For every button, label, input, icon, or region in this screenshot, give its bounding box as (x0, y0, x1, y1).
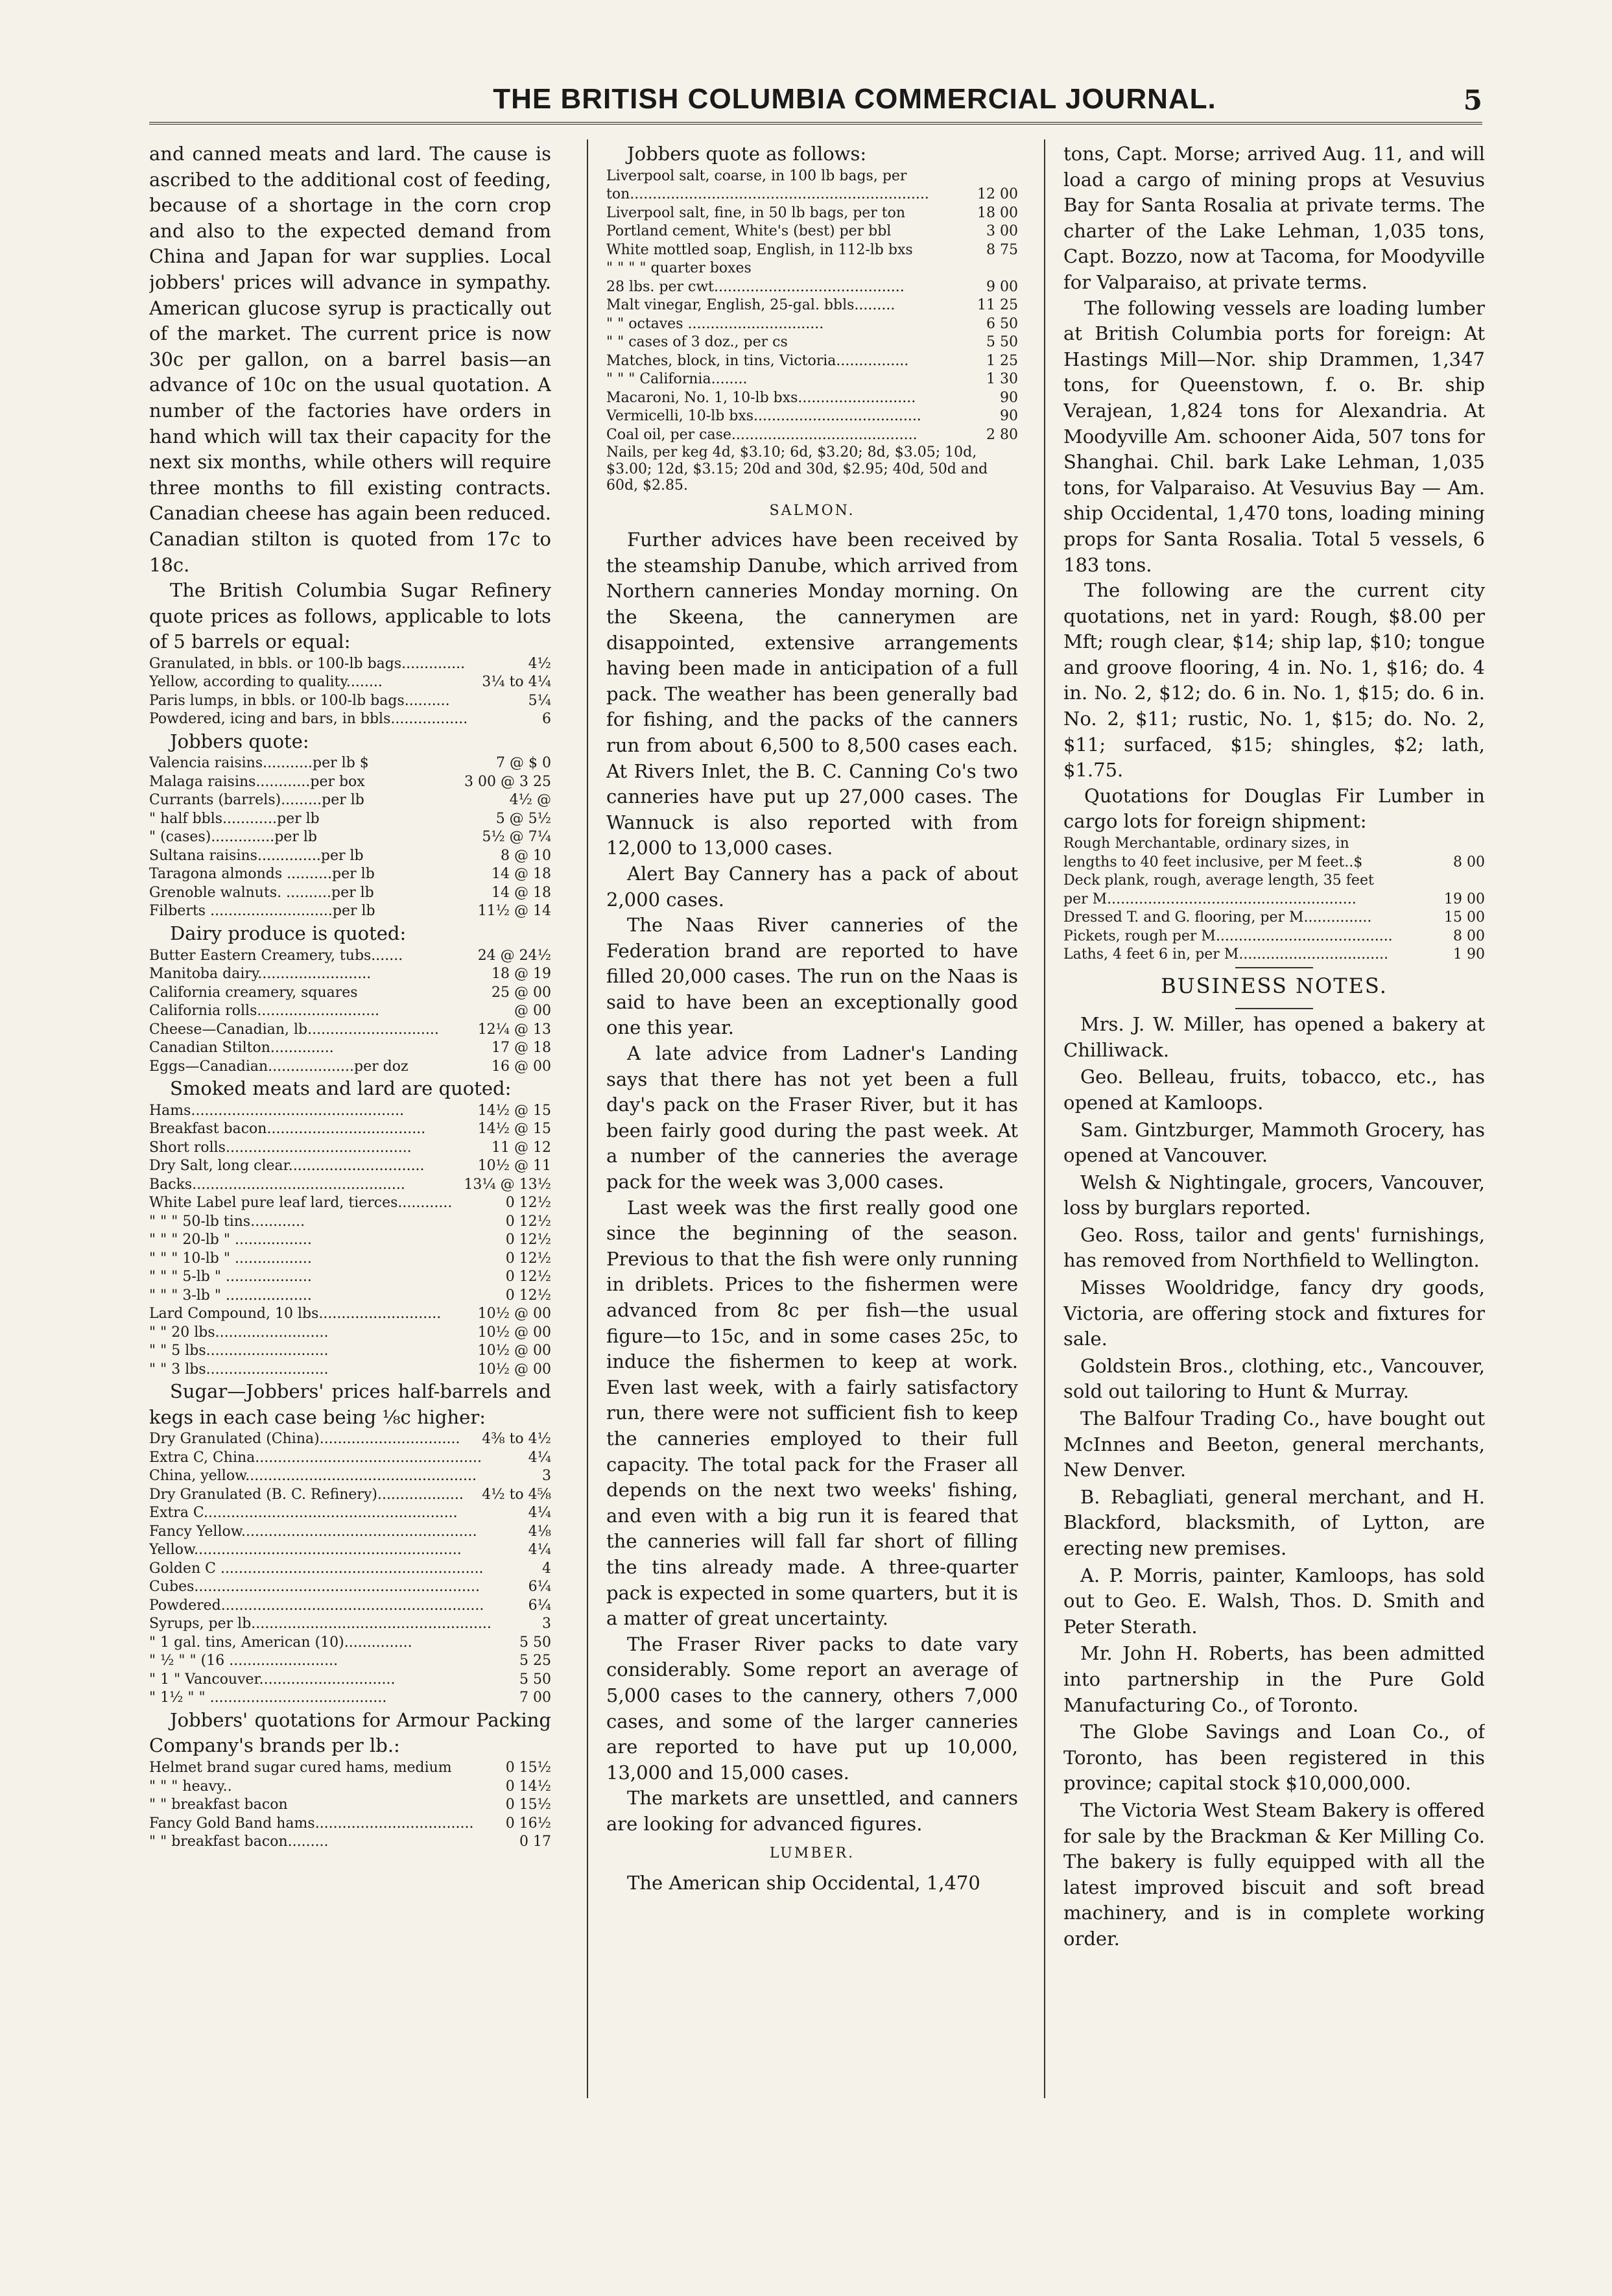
price-row (606, 315, 1018, 334)
price-row (606, 185, 1018, 204)
business-note: Misses Wooldridge, fancy dry goods, Victoria, are offering stock and fixtures for sale. (1063, 1276, 1485, 1350)
price-item-label: Macaroni, No. 1, 10-lb bxs.......................... (606, 389, 916, 406)
price-item-label: " 1 gal. tins, American (10)............... (149, 1634, 412, 1651)
business-note: Mr. John H. Roberts, has been admitted into partnership in the Pure Gold Manufacturing Co., of Toronto. (1063, 1642, 1485, 1716)
price-row (149, 828, 551, 847)
price-item-value: 9 00 (986, 278, 1018, 295)
price-item-value: 8 00 (1453, 927, 1485, 944)
price-row (1063, 909, 1485, 927)
page-number: 5 (1463, 84, 1482, 116)
price-row (149, 692, 551, 711)
price-row (1063, 891, 1485, 909)
paragraph: The British Columbia Sugar Refinery quote prices as follows, applicable to lots of 5 barrels or equal: (149, 579, 551, 653)
price-item-label: Butter Eastern Creamery, tubs....... (149, 947, 403, 964)
journal-title: THE BRITISH COLUMBIA COMMERCIAL JOURNAL. (493, 83, 1216, 115)
price-row (1063, 946, 1485, 964)
paragraph: Jobbers quote: (170, 730, 309, 752)
price-item-value: 11 25 (977, 297, 1018, 314)
price-item-value: 14½ @ 15 (477, 1102, 551, 1119)
price-row (606, 370, 1018, 389)
price-item-label: California rolls........................... (149, 1003, 380, 1020)
price-row (149, 1231, 551, 1250)
price-item-value: 4 (542, 1560, 551, 1577)
price-item-label: Manitoba dairy......................... (149, 966, 372, 983)
price-item-value: 14½ @ 15 (477, 1121, 551, 1138)
price-list-armour (149, 1759, 551, 1852)
price-row (606, 278, 1018, 297)
price-row (149, 1324, 551, 1343)
price-item-label: " " " 5-lb " ................... (149, 1269, 312, 1286)
price-item-label: Liverpool salt, fine, in 50 lb bags, per ton (606, 204, 906, 221)
price-list-jobbers (606, 167, 1018, 445)
price-item-label: White mottled soap, English, in 112-lb bxs (606, 241, 913, 258)
price-row (149, 965, 551, 984)
price-item-label: per M....................................................... (1063, 891, 1357, 907)
column-divider (1044, 139, 1045, 2098)
price-row (149, 1430, 551, 1449)
price-item-label: Grenoble walnuts. ..........per lb (149, 884, 374, 901)
price-list-fruits (149, 754, 551, 921)
business-note: The Balfour Trading Co., have bought out McInnes and Beeton, general merchants, New Denver. (1063, 1407, 1485, 1481)
price-item-label: Powdered, icing and bars, in bbls................. (149, 711, 468, 728)
price-item-label: " ½ " " (16 ........................ (149, 1653, 338, 1669)
price-item-label: Granulated, in bbls. or 100-lb bags.............. (149, 655, 466, 672)
price-item-value: 5½ @ 7¼ (482, 829, 551, 846)
price-item-value: 8 @ 10 (501, 847, 551, 864)
price-row (149, 773, 551, 792)
price-item-label: California creamery, squares (149, 984, 358, 1001)
price-row (149, 1541, 551, 1560)
price-item-value: 4½ to 4⅝ (482, 1486, 551, 1503)
price-item-label: Matches, block, in tins, Victoria................ (606, 352, 909, 369)
price-row (606, 204, 1018, 223)
price-item-value: 6 50 (986, 315, 1018, 332)
price-item-value: 6 (542, 711, 551, 728)
price-item-label: Cubes............................................................... (149, 1579, 480, 1596)
price-row (606, 426, 1018, 445)
price-item-value: 3 00 @ 3 25 (464, 773, 551, 790)
price-row (149, 1120, 551, 1139)
price-item-value: 19 00 (1444, 891, 1485, 907)
price-item-label: Malt vinegar, English, 25-gal. bbls......... (606, 297, 895, 314)
paragraph: The following are the current city quotations, net in yard: Rough, $8.00 per Mft; rough clear, $14; ship lap, $10; tongue and groove flooring, 4 in. No. 1, $16; do. 4 in. No. 2, $12; do. 6 in. No. 1, $15; do. 6 in. No. 2, $11; rustic, No. 1, $15; do. No. 2, $11; surfaced, $15; shingles, $2; lath, $1.75. (1063, 579, 1485, 782)
price-item-value: 90 (1000, 408, 1018, 425)
price-item-value: 3¼ to 4¼ (482, 674, 551, 691)
price-list-dairy (149, 947, 551, 1077)
price-item-value: 14 @ 18 (492, 884, 551, 901)
price-row (1063, 835, 1485, 854)
price-item-value: 18 00 (977, 204, 1018, 221)
price-item-value: 0 12½ (505, 1287, 551, 1304)
price-item-label: Dry Granulated (B. C. Refinery)................... (149, 1486, 464, 1503)
price-row (149, 1615, 551, 1634)
price-item-label: Lard Compound, 10 lbs........................... (149, 1306, 442, 1322)
price-row (149, 1467, 551, 1486)
price-item-value: 0 15½ (505, 1760, 551, 1776)
price-row (606, 352, 1018, 371)
price-item-value: 4½ (528, 655, 551, 672)
price-row (149, 1058, 551, 1077)
price-item-value: 4⅜ to 4½ (482, 1431, 551, 1448)
price-list-sugar-refinery (149, 655, 551, 729)
price-item-label: " " " 10-lb " ................. (149, 1250, 312, 1267)
price-item-label: Liverpool salt, coarse, in 100 lb bags, per (606, 167, 907, 184)
price-item-label: Laths, 4 feet 6 in, per M................................. (1063, 946, 1389, 963)
price-row (606, 407, 1018, 426)
price-item-label: Golden C .......................................................... (149, 1560, 484, 1577)
price-item-label: Filberts ...........................per lb (149, 903, 375, 920)
price-item-label: Sultana raisins..............per lb (149, 847, 364, 864)
price-item-value: 18 @ 19 (492, 966, 551, 983)
price-row (149, 1560, 551, 1579)
price-item-value: 4½ @ (509, 792, 551, 809)
price-item-value: 5 50 (986, 334, 1018, 351)
price-row (149, 1759, 551, 1778)
price-item-label: Coal oil, per case......................................... (606, 426, 918, 443)
price-row (149, 1449, 551, 1468)
price-item-label: Dry Granulated (China)............................... (149, 1431, 460, 1448)
business-notes-list (1063, 1012, 1485, 1952)
price-row (149, 1634, 551, 1653)
price-item-value: 25 @ 00 (492, 984, 551, 1001)
paragraph: Alert Bay Cannery has a pack of about 2,000 cases. (606, 862, 1018, 911)
paragraph: and canned meats and lard. The cause is ascribed to the additional cost of feeding, because of a shortage in the corn crop and also to the expected demand from China and Japan for war supplies. Local jobbers' prices will advance in sympathy. American glucose syrup is practically out of the market. The current price is now 30c per gallon, on a barrel basis—an advance of 10c on the usual quotation. A number of the factories have orders in hand which will tax their capacity for the next six months, while others will require three months to fill existing contracts. Canadian cheese has again been reduced. Canadian stilton is quoted from 17c to 18c. (149, 143, 551, 576)
price-item-label: Dry Salt, long clear.............................. (149, 1158, 425, 1175)
masthead-rule (149, 122, 1482, 125)
price-item-value: 17 @ 18 (492, 1040, 551, 1057)
price-row (149, 1102, 551, 1121)
price-row (149, 847, 551, 866)
price-item-label: Yellow, according to quality........ (149, 674, 383, 691)
price-item-label: Eggs—Canadian...................per doz (149, 1058, 409, 1075)
price-row (149, 1287, 551, 1306)
price-item-value: 10½ @ 00 (477, 1361, 551, 1378)
price-item-value: 7 00 (519, 1690, 551, 1706)
price-item-label: Malaga raisins............per box (149, 773, 365, 790)
price-list-meats (149, 1102, 551, 1380)
price-item-label: " half bbls............per lb (149, 810, 320, 827)
business-note: The Victoria West Steam Bakery is offered for sale by the Brackman & Ker Milling Co. The bakery is fully equipped with all the latest improved biscuit and soft bread machinery, and is in complete working order. (1063, 1799, 1485, 1950)
price-row (149, 1021, 551, 1040)
section-heading-business-notes: BUSINESS NOTES. (1161, 973, 1388, 998)
price-item-label: Breakfast bacon................................... (149, 1121, 426, 1138)
price-row (149, 710, 551, 729)
paragraph: Jobbers' quotations for Armour Packing Company's brands per lb.: (149, 1708, 551, 1757)
price-row (606, 167, 1018, 186)
price-row (149, 1194, 551, 1213)
price-row (606, 241, 1018, 260)
price-row (149, 1268, 551, 1287)
price-item-value: 10½ @ 00 (477, 1306, 551, 1322)
price-item-label: White Label pure leaf lard, tierces............ (149, 1195, 453, 1212)
price-item-value: 14 @ 18 (492, 866, 551, 883)
price-row (606, 333, 1018, 352)
price-row (149, 673, 551, 692)
price-row (1063, 927, 1485, 946)
paragraph: Sugar—Jobbers' prices half-barrels and kegs in each case being ⅛c higher: (149, 1380, 551, 1428)
price-item-value: 4¼ (528, 1505, 551, 1522)
price-item-label: " " breakfast bacon (149, 1797, 288, 1813)
price-row (149, 1597, 551, 1616)
price-item-label: ton.................................................................. (606, 186, 929, 203)
price-item-value: 6¼ (528, 1579, 551, 1596)
price-row (149, 1815, 551, 1834)
price-item-value: 0 12½ (505, 1232, 551, 1249)
price-item-value: 2 80 (986, 426, 1018, 443)
price-item-value: 10½ @ 00 (477, 1343, 551, 1359)
price-row (149, 1796, 551, 1815)
price-row (1063, 872, 1485, 891)
price-row (149, 1504, 551, 1523)
price-item-value: 5¼ (528, 692, 551, 709)
price-row (149, 1002, 551, 1021)
price-row (149, 1139, 551, 1158)
price-item-value: @ 00 (514, 1003, 551, 1020)
price-item-label: Valencia raisins...........per lb $ (149, 755, 369, 772)
price-list-douglas-fir (1063, 835, 1485, 964)
price-item-value: 0 12½ (505, 1213, 551, 1230)
section-heading-salmon: SALMON. (769, 502, 855, 519)
price-item-value: 12¼ @ 13 (477, 1021, 551, 1038)
price-row (149, 884, 551, 903)
column-divider (587, 139, 588, 2098)
price-item-label: " " " California........ (606, 371, 748, 388)
section-heading-lumber: LUMBER. (769, 1845, 855, 1862)
paragraph: The markets are unsettled, and canners are looking for advanced figures. (606, 1787, 1018, 1835)
price-item-label: " " 5 lbs........................... (149, 1343, 329, 1359)
paragraph: Smoked meats and lard are quoted: (170, 1077, 512, 1100)
price-row (149, 984, 551, 1003)
price-item-value: 11½ @ 14 (477, 903, 551, 920)
business-note: The Globe Savings and Loan Co., of Toronto, has been registered in this province; capital stock $10,000,000. (1063, 1721, 1485, 1795)
price-row (149, 1361, 551, 1380)
price-item-value: 10½ @ 11 (477, 1158, 551, 1175)
price-item-label: Rough Merchantable, ordinary sizes, in (1063, 835, 1349, 852)
price-item-label: Fancy Gold Band hams................................... (149, 1815, 474, 1832)
price-item-label: Short rolls......................................... (149, 1139, 412, 1156)
price-row (149, 1213, 551, 1232)
business-note: Geo. Belleau, fruits, tobacco, etc., has opened at Kamloops. (1063, 1066, 1485, 1114)
price-item-value: 0 15½ (505, 1797, 551, 1813)
paragraph: Jobbers quote as follows: (627, 143, 867, 165)
paragraph: A late advice from Ladner's Landing says that there has not yet been a full day's pack on the Fraser River, but it has been fairly good during the past week. At a number of the canneries the average pack for the week was 3,000 cases. (606, 1042, 1018, 1193)
price-item-value: 13¼ @ 13½ (464, 1176, 551, 1193)
price-item-label: Powdered.......................................................... (149, 1597, 484, 1614)
price-row (149, 1833, 551, 1852)
price-item-label: Dressed T. and G. flooring, per M............... (1063, 909, 1372, 926)
price-item-label: Syrups, per lb..................................................... (149, 1616, 492, 1632)
price-item-label: " 1 " Vancouver.............................. (149, 1671, 396, 1688)
price-item-value: 4¼ (528, 1449, 551, 1466)
price-item-value (1015, 259, 1018, 278)
paragraph: The Naas River canneries of the Federation brand are reported to have filled 20,000 cases. The run on the Naas is said to have been an exceptionally good one this year. (606, 914, 1018, 1039)
price-item-label: Currants (barrels).........per lb (149, 792, 364, 809)
price-item-label: Backs............................................... (149, 1176, 405, 1193)
paragraph: Last week was the first really good one since the beginning of the season. Previous to that the fish were only running in driblets. Prices to the fishermen were advanced from 8c per fish—the usual figure—to 15c, and in some cases 25c, to induce the fishermen to keep at work. Even last week, with a fairly satisfactory run, there were not sufficient fish to keep the canneries employed to their full capacity. The total pack for the Fraser all depends on the next two weeks' fishing, and even with a big run it is feared that the canneries will fall far short of filling the tins already made. A three-quarter pack is expected in some quarters, but it is a matter of great uncertainty. (606, 1196, 1018, 1630)
price-row (149, 1578, 551, 1597)
price-item-value (1482, 872, 1485, 891)
section-divider (1235, 967, 1313, 968)
price-row (606, 259, 1018, 278)
column-3 (1063, 141, 1485, 2113)
price-row (606, 389, 1018, 408)
price-row (1063, 854, 1485, 872)
price-row (149, 1689, 551, 1708)
paragraph: Dairy produce is quoted: (170, 922, 407, 944)
price-row (149, 865, 551, 884)
price-item-value: 0 17 (519, 1834, 551, 1850)
price-item-value: 15 00 (1444, 909, 1485, 926)
price-row (149, 1157, 551, 1176)
price-row (606, 222, 1018, 241)
column-2 (606, 141, 1018, 2113)
masthead (149, 77, 1482, 128)
price-item-value (1482, 835, 1485, 854)
price-row (149, 1778, 551, 1797)
price-item-value: 1 90 (1453, 946, 1485, 963)
price-item-value: 5 @ 5½ (495, 810, 551, 827)
price-item-label: " " " " quarter boxes (606, 260, 752, 277)
paragraph: Quotations for Douglas Fir Lumber in cargo lots for foreign shipment: (1063, 784, 1485, 833)
price-item-value: 0 12½ (505, 1250, 551, 1267)
price-item-value: 24 @ 24½ (477, 947, 551, 964)
price-item-label: Taragona almonds ..........per lb (149, 866, 375, 883)
price-row (606, 296, 1018, 315)
price-item-label: 28 lbs. per cwt.......................................... (606, 278, 905, 295)
price-item-label: Fancy Yellow.................................................... (149, 1523, 477, 1540)
price-row (149, 1671, 551, 1690)
price-item-value: 1 25 (986, 352, 1018, 369)
price-item-label: Extra C, China.................................................. (149, 1449, 482, 1466)
price-list-jobbers-sugar (149, 1430, 551, 1708)
price-item-value: 90 (1000, 389, 1018, 406)
section-divider (1235, 1008, 1313, 1009)
price-item-label: Helmet brand sugar cured hams, medium (149, 1760, 452, 1776)
price-item-value (1015, 167, 1018, 186)
price-item-value: 0 14½ (505, 1778, 551, 1795)
price-item-value: 3 00 (986, 223, 1018, 240)
business-note: Geo. Ross, tailor and gents' furnishings, has removed from Northfield to Wellington. (1063, 1223, 1485, 1272)
price-item-value: 5 50 (519, 1671, 551, 1688)
price-item-label: " " 20 lbs......................... (149, 1324, 329, 1341)
price-item-label: Cheese—Canadian, lb............................. (149, 1021, 439, 1038)
price-row (149, 902, 551, 921)
price-item-label: " " 3 lbs........................... (149, 1361, 329, 1378)
price-item-label: Canadian Stilton.............. (149, 1040, 334, 1057)
price-item-value: 5 25 (519, 1653, 551, 1669)
price-row (149, 1039, 551, 1058)
price-item-label: " 1½ " " ....................................... (149, 1690, 387, 1706)
column-1 (149, 141, 551, 2113)
price-item-label: Extra C........................................................ (149, 1505, 458, 1522)
price-item-value: 4¼ (528, 1542, 551, 1559)
paragraph: tons, Capt. Morse; arrived Aug. 11, and will load a cargo of mining props at Vesuvius Bay for Santa Rosalia at private terms. The charter of the Lake Lehman, 1,035 tons, Capt. Bozzo, now at Tacoma, for Moodyville for Valparaiso, at private terms. (1063, 143, 1485, 293)
price-item-value: 12 00 (977, 186, 1018, 203)
paragraph: Further advices have been received by the steamship Danube, which arrived from Northern canneries Monday morning. On the Skeena, the cannerymen are disappointed, extensive arrangements having been made in anticipation of a full pack. The weather has been generally bad for fishing, and the packs of the canners run from about 6,500 to 8,500 cases each. At Rivers Inlet, the B. C. Canning Co's two canneries have put up 27,000 cases. The Wannuck is also reported with from 12,000 to 13,000 cases. (606, 529, 1018, 859)
business-note: Sam. Gintzburger, Mammoth Grocery, has opened at Vancouver. (1063, 1118, 1485, 1167)
business-note: B. Rebagliati, general merchant, and H. Blackford, blacksmith, of Lytton, are erecting new premises. (1063, 1485, 1485, 1559)
price-item-value: 0 12½ (505, 1195, 551, 1212)
paragraph: The American ship Occidental, 1,470 (627, 1872, 980, 1895)
price-item-value: 11 @ 12 (492, 1139, 551, 1156)
price-item-label: " " " 50-lb tins............ (149, 1213, 305, 1230)
price-item-value: 8 75 (986, 241, 1018, 258)
price-row (149, 1305, 551, 1324)
price-row (149, 1342, 551, 1361)
price-item-value: 3 (542, 1468, 551, 1485)
price-item-label: " " " 20-lb " ................. (149, 1232, 312, 1249)
price-row (149, 791, 551, 810)
price-item-label: " " cases of 3 doz., per cs (606, 334, 788, 351)
price-item-value: 3 (542, 1616, 551, 1632)
price-item-label: China, yellow................................................... (149, 1468, 477, 1485)
price-row (149, 754, 551, 773)
price-item-value: 7 @ $ 0 (496, 755, 551, 772)
price-item-value: 0 16½ (505, 1815, 551, 1832)
price-item-value: 0 12½ (505, 1269, 551, 1286)
price-row (149, 1523, 551, 1542)
business-note: Mrs. J. W. Miller, has opened a bakery at Chilliwack. (1063, 1013, 1485, 1061)
price-item-value: 10½ @ 00 (477, 1324, 551, 1341)
price-item-label: Vermicelli, 10-lb bxs..................................... (606, 408, 921, 425)
price-item-value: 1 30 (986, 371, 1018, 388)
price-row (149, 1250, 551, 1269)
price-row (149, 1176, 551, 1195)
nails-prices: Nails, per keg 4d, $3.10; 6d, $3.20; 8d, $3.05; 10d, $3.00; 12d, $3.15; 20d and 30d, $2.95; 40d, 50d and 60d, $2.85. (606, 444, 988, 494)
price-item-value: 6¼ (528, 1597, 551, 1614)
price-item-label: Portland cement, White's (best) per bbl (606, 223, 892, 240)
price-item-label: Pickets, rough per M....................................... (1063, 927, 1393, 944)
price-row (149, 655, 551, 674)
price-item-label: " " octaves .............................. (606, 315, 824, 332)
price-row (149, 1652, 551, 1671)
business-note: A. P. Morris, painter, Kamloops, has sold out to Geo. E. Walsh, Thos. D. Smith and Peter Sterath. (1063, 1564, 1485, 1638)
paragraph: The Fraser River packs to date vary considerably. Some report an average of 5,000 cases to the cannery, others 7,000 cases, and some of the larger canneries are reported to have put up 10,000, 13,000 and 15,000 cases. (606, 1632, 1018, 1784)
business-note: Goldstein Bros., clothing, etc., Vancouver, sold out tailoring to Hunt & Murray. (1063, 1354, 1485, 1403)
price-item-value: 4⅛ (528, 1523, 551, 1540)
paragraph: The following vessels are loading lumber at British Columbia ports for foreign: At Hastings Mill—Nor. ship Drammen, 1,347 tons, for Queenstown, f. o. Br. ship Verajean, 1,824 tons for Alexandria. At Moodyville Am. schooner Aida, 507 tons for Shanghai. Chil. bark Lake Lehman, 1,035 tons, for Valparaiso. At Vesuvius Bay — Am. ship Occidental, 1,470 tons, loading mining props for Santa Rosalia. Total 5 vessels, 6 183 tons. (1063, 296, 1485, 576)
price-row (149, 810, 551, 829)
price-item-label: " " " 3-lb " ................... (149, 1287, 312, 1304)
price-item-label: lengths to 40 feet inclusive, per M feet..$ (1063, 854, 1363, 870)
price-row (149, 947, 551, 966)
price-item-label: Yellow........................................................... (149, 1542, 462, 1559)
price-item-value: 5 50 (519, 1634, 551, 1651)
price-item-label: " " " heavy.. (149, 1778, 232, 1795)
price-item-label: Paris lumps, in bbls. or 100-lb bags.......... (149, 692, 450, 709)
price-item-label: Hams............................................... (149, 1102, 405, 1119)
business-note: Welsh & Nightingale, grocers, Vancouver, loss by burglars reported. (1063, 1171, 1485, 1219)
price-item-label: " (cases)..............per lb (149, 829, 317, 846)
price-row (149, 1486, 551, 1505)
price-item-value: 8 00 (1453, 854, 1485, 870)
price-item-value: 16 @ 00 (492, 1058, 551, 1075)
price-item-label: " " breakfast bacon......... (149, 1834, 329, 1850)
price-item-label: Deck plank, rough, average length, 35 feet (1063, 872, 1374, 889)
